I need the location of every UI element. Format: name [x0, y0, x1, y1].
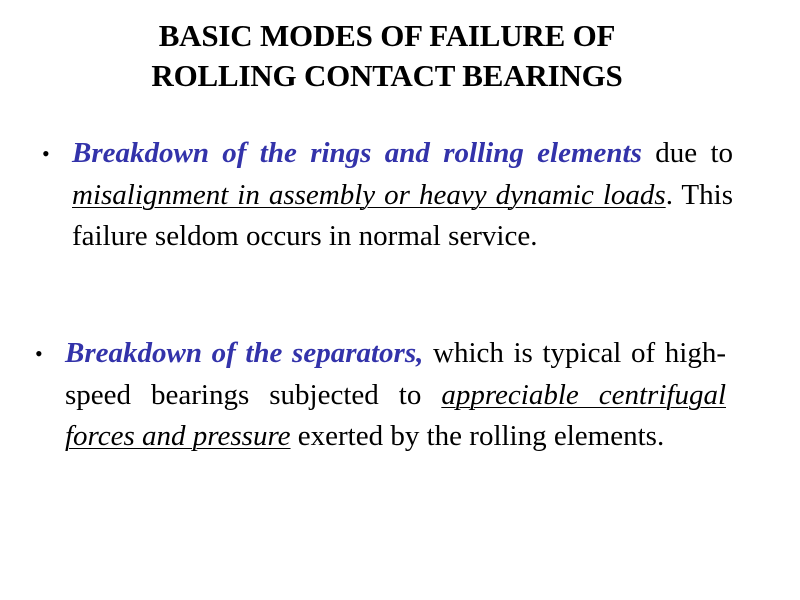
bullet-lead-text: Breakdown of the separators, — [65, 337, 424, 369]
slide-title — [0, 16, 774, 96]
bullet-underlined-text: misalignment in assembly or heavy dynamic loads — [72, 178, 666, 211]
slide-title-line-2: ROLLING CONTACT BEARINGS — [151, 58, 623, 93]
bullet-marker: • — [35, 341, 43, 366]
bullet-separators-breakdown — [35, 333, 726, 458]
bullet-body-text: due to — [641, 137, 733, 169]
slide-title-line-1: BASIC MODES OF FAILURE OF — [158, 18, 616, 53]
bullet-body-text: which is typical of high-speed bearings subjected to — [65, 337, 726, 411]
bullet-marker: • — [42, 141, 50, 166]
bullet-body-text-end: exerted by the rolling elements. — [290, 420, 665, 452]
bullet-underlined-text: appreciable centrifugal forces and pressure — [65, 378, 726, 452]
bullet-rings-breakdown — [42, 133, 733, 258]
bullet-lead-text: Breakdown of the rings and rolling elements — [72, 137, 642, 169]
bullet-body-text-end: . This failure seldom occurs in normal service. — [72, 178, 733, 252]
